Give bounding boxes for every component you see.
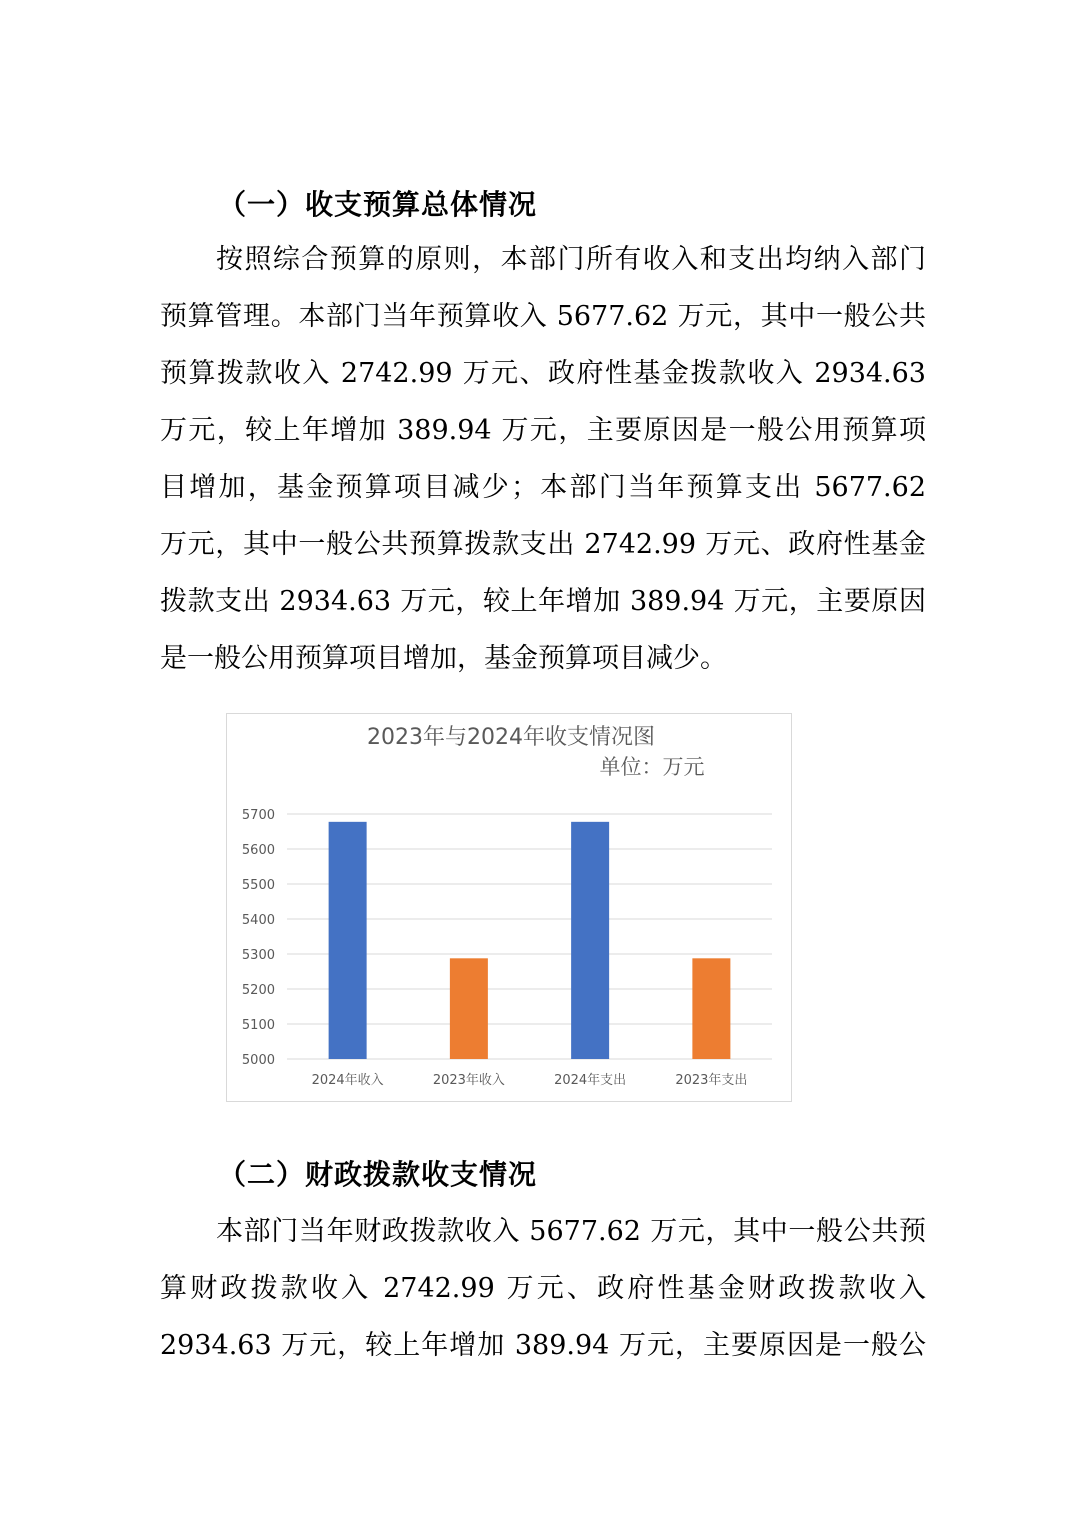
section-1-paragraph	[160, 231, 926, 687]
section-2-heading: （二）财政拨款收支情况	[218, 1158, 538, 1191]
x-category-label: 2024年支出	[554, 1073, 627, 1088]
chart-bar	[329, 822, 367, 1059]
paragraph-line: 万元，其中一般公共预算拨款支出 2742.99 万元、政府性基金	[160, 529, 926, 560]
x-category-label: 2023年收入	[432, 1073, 505, 1088]
y-tick-label: 5200	[241, 983, 275, 998]
paragraph-line: 是一般公用预算项目增加，基金预算项目减少。	[160, 643, 727, 674]
paragraph-line: 本部门当年财政拨款收入 5677.62 万元，其中一般公共预	[216, 1216, 926, 1247]
y-tick-label: 5500	[241, 878, 275, 893]
paragraph-line: 拨款支出 2934.63 万元，较上年增加 389.94 万元，主要原因	[160, 586, 926, 617]
chart-bar	[692, 958, 730, 1059]
paragraph-line: 预算管理。本部门当年预算收入 5677.62 万元，其中一般公共	[160, 301, 926, 332]
chart-bar	[450, 958, 488, 1059]
y-tick-label: 5100	[241, 1018, 275, 1033]
chart-bar	[571, 822, 609, 1059]
chart-unit-label: 单位：万元	[599, 755, 705, 779]
section-1-heading: （一）收支预算总体情况	[218, 188, 538, 221]
chart-x-axis	[312, 1072, 748, 1088]
paragraph-line: 2934.63 万元，较上年增加 389.94 万元，主要原因是一般公	[160, 1330, 926, 1361]
chart-y-axis	[242, 808, 275, 1068]
y-tick-label: 5300	[241, 948, 275, 963]
y-tick-label: 5400	[241, 913, 275, 928]
section-2-paragraph	[160, 1203, 926, 1374]
y-tick-label: 5700	[241, 808, 275, 823]
paragraph-line: 按照综合预算的原则，本部门所有收入和支出均纳入部门	[216, 244, 926, 275]
x-category-label: 2023年支出	[675, 1073, 748, 1088]
paragraph-line: 预算拨款收入 2742.99 万元、政府性基金拨款收入 2934.63	[160, 358, 926, 389]
budget-chart	[226, 713, 792, 1102]
x-category-label: 2024年收入	[311, 1073, 384, 1088]
paragraph-line: 算财政拨款收入 2742.99 万元、政府性基金财政拨款收入	[160, 1273, 926, 1304]
chart-bars	[329, 822, 731, 1059]
paragraph-line: 目增加，基金预算项目减少；本部门当年预算支出 5677.62	[160, 472, 926, 503]
chart-title: 2023年与2024年收支情况图	[367, 725, 655, 750]
paragraph-line: 万元，较上年增加 389.94 万元，主要原因是一般公用预算项	[160, 415, 926, 446]
y-tick-label: 5600	[241, 843, 275, 858]
y-tick-label: 5000	[241, 1053, 275, 1068]
chart-canvas	[227, 714, 791, 1101]
